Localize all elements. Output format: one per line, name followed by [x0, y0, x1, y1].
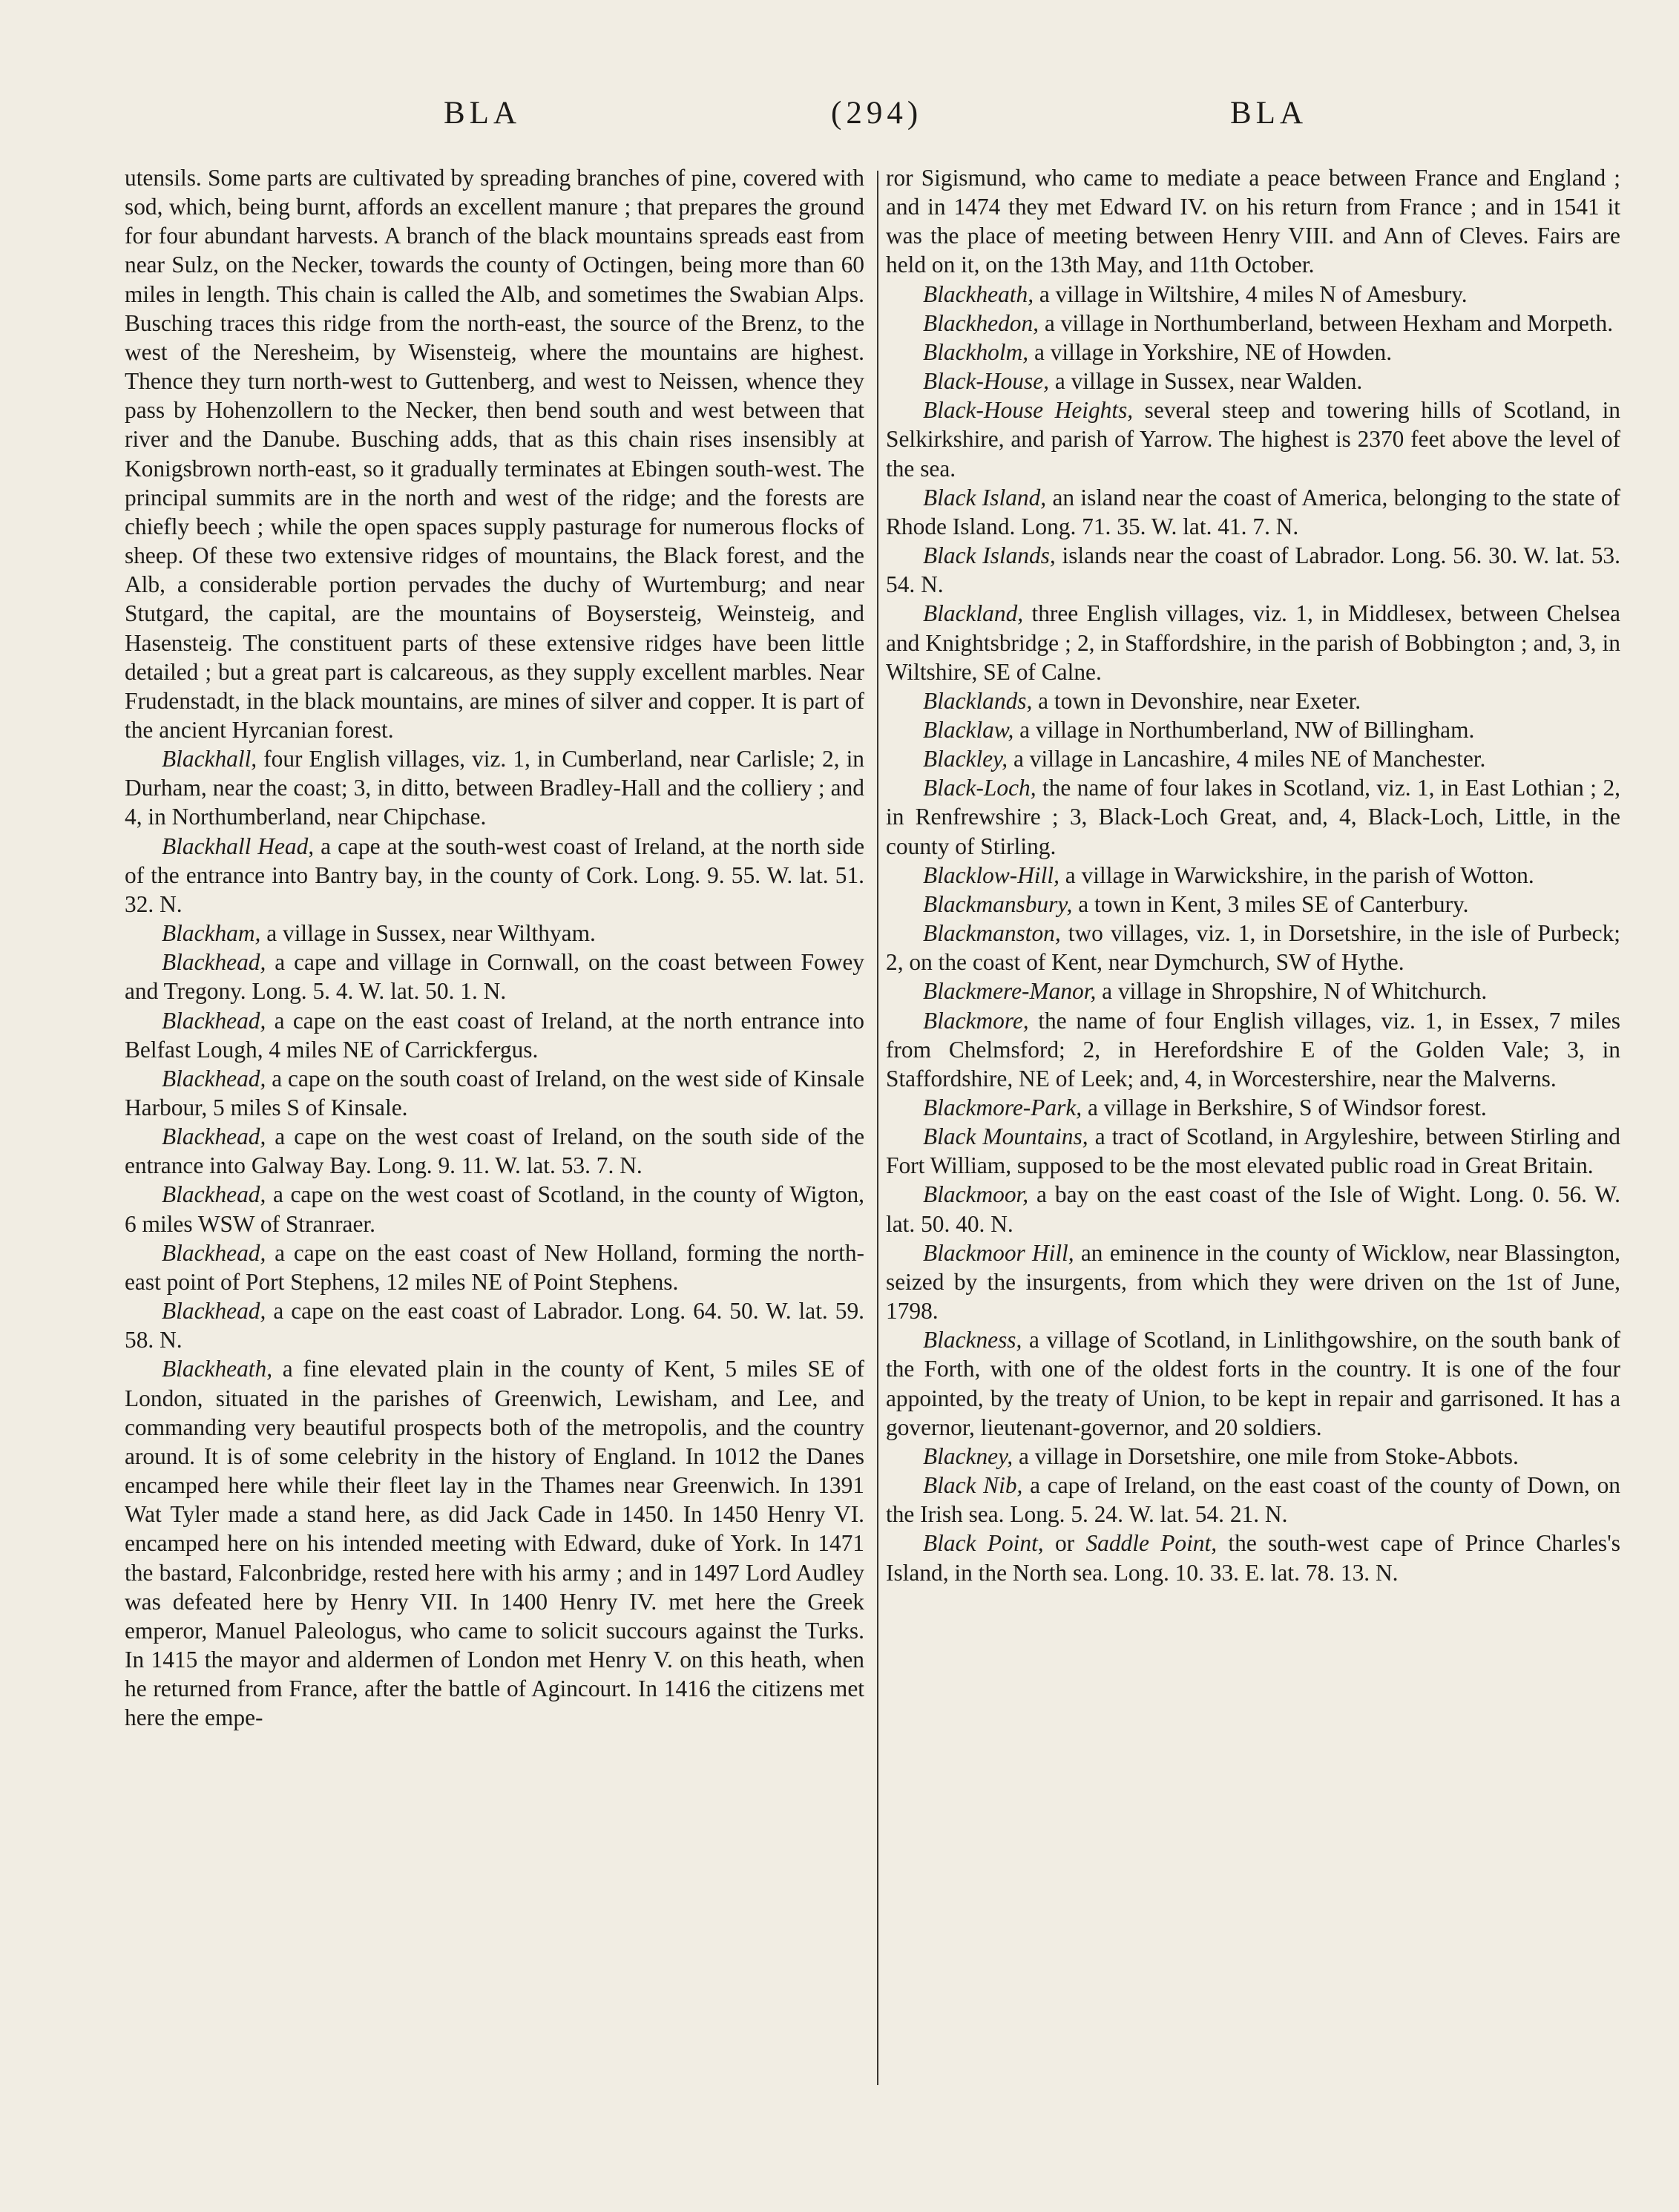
dictionary-entry	[886, 541, 1620, 599]
dictionary-entry	[125, 1296, 864, 1354]
dictionary-entry	[886, 861, 1620, 890]
dictionary-entry	[886, 396, 1620, 482]
entry-term: Blackmere-Manor,	[923, 978, 1097, 1005]
left-column	[125, 163, 864, 1732]
entry-text: two villages, viz. 1, in Dorsetshire, in the isle of Purbeck; 2, on the coast of Kent, near Dymchurch, SW of Hythe.	[886, 920, 1620, 976]
entry-term: Blackheath,	[162, 1356, 273, 1382]
entry-text: utensils. Some parts are cultivated by spreading branches of pine, covered with sod, which, being burnt, affords an excellent manure ; that prepares the ground for four abundant harvests. A branch of the black mountains spreads east from near Sulz, on the Necker, towards the county of Octingen, being more than 60 miles in length. This chain is called the Alb, and sometimes the Swabian Alps. Busching traces this ridge from the north-east, the source of the Brenz, to the west of the Neresheim, by Wisensteig, where the mountains are highest. Thence they turn north-west to Guttenberg, and west to Neissen, whence they pass by Hohenzollern to the Necker, then bend south and west between that river and the Danube. Busching adds, that as this chain rises insensibly at Konigsbrown north-east, so it gradually terminates at Ebingen south-west. The principal summits are in the north and west of the ridge; and the forests are chiefly beech ; while the open spaces supply pasturage for numerous flocks of sheep. Of these two extensive ridges of mountains, the Black forest, and the Alb, a considerable portion pervades the duchy of Wurtemburg; and near Stutgard, the capital, are the mountains of Boysersteig, Weinsteig, and Hasensteig. The constituent parts of these extensive ridges have been little detailed ; but a great part is calcareous, as they supply excellent marbles. Near Frudenstadt, in the black mountains, are mines of silver and copper. It is part of the ancient Hyrcanian forest.	[125, 165, 864, 743]
entry-term: Blackhead,	[162, 1123, 266, 1150]
entry-term: Blackmoor Hill,	[923, 1239, 1074, 1266]
entry-text: a fine elevated plain in the county of Kent, 5 miles SE of London, situated in the parishes of Greenwich, Lewisham, and Lee, and commanding very beautiful prospects both of the metropolis, and the country around. It is of some celebrity in the history of England. In 1012 the Danes encamped here while their fleet lay in the Thames near Greenwich. In 1391 Wat Tyler made a stand here, as did Jack Cade in 1450. In 1450 Henry VI. encamped here on his intended meeting with Edward, duke of York. In 1471 the bastard, Falconbridge, rested here with his army ; and in 1497 Lord Audley was defeated here by Henry VII. In 1400 Henry IV. met here the Greek emperor, Manuel Paleologus, who came to solicit succours against the Turks. In 1415 the mayor and aldermen of London met Henry V. on this heath, when he returned from France, after the battle of Agincourt. In 1416 the citizens met here the empe-	[125, 1356, 864, 1731]
dictionary-entry	[886, 1122, 1620, 1180]
entry-term: Blackholm,	[923, 338, 1029, 365]
entry-term: Blackhead,	[162, 1181, 266, 1208]
dictionary-entry	[886, 1238, 1620, 1325]
entry-text: a tract of Scotland, in Argyleshire, between Stirling and Fort William, supposed to be the most elevated public road in Great Britain.	[886, 1123, 1620, 1179]
entry-text: a village in Dorsetshire, one mile from Stoke-Abbots.	[1013, 1443, 1519, 1469]
entry-text: a cape on the south coast of Ireland, on the west side of Kinsale Harbour, 5 miles S of Kinsale.	[125, 1065, 864, 1120]
dictionary-entry	[886, 1442, 1620, 1471]
page-number: (294)	[831, 96, 923, 131]
entry-term: Blackhall Head,	[162, 833, 315, 859]
entry-text: a village in Sussex, near Walden.	[1048, 368, 1363, 395]
dictionary-entry	[125, 1180, 864, 1238]
entry-term: Black-Loch,	[923, 775, 1036, 801]
entry-text: a cape at the south-west coast of Ireland, at the north side of the entrance into Bantry bay, in the county of Cork. Long. 9. 55. W. lat. 51. 32. N.	[125, 833, 864, 917]
entry-term: Blackhall,	[162, 746, 257, 772]
entry-text: a village in Yorkshire, NE of Howden.	[1028, 338, 1393, 365]
dictionary-entry	[886, 163, 1620, 280]
dictionary-entry	[886, 919, 1620, 977]
entry-term: Blackmanston,	[923, 920, 1061, 947]
header-right-word: BLA	[1230, 96, 1307, 131]
entry-term: Blackmansbury,	[923, 890, 1073, 917]
entry-term: Blackness,	[923, 1327, 1022, 1353]
entry-text: a village in Sussex, near Wilthyam.	[260, 920, 596, 947]
entry-term: Black Islands,	[923, 542, 1056, 569]
dictionary-entry	[886, 744, 1620, 773]
right-column	[886, 163, 1620, 1587]
entry-term: Blackhead,	[162, 1239, 266, 1266]
entry-text: islands near the coast of Labrador. Long. 56. 30. W. lat. 53. 54. N.	[886, 542, 1620, 598]
entry-term: Blackhead,	[162, 1298, 266, 1325]
entry-term: Blackland,	[923, 600, 1024, 627]
entry-text: a cape on the east coast of Labrador. Long. 64. 50. W. lat. 59. 58. N.	[125, 1298, 864, 1353]
dictionary-entry	[125, 163, 864, 744]
dictionary-entry	[886, 890, 1620, 919]
dictionary-entry	[125, 1064, 864, 1122]
entry-term: Black-House Heights,	[923, 397, 1134, 424]
entry-term: Black Mountains,	[923, 1123, 1088, 1150]
entry-text: a village in Wiltshire, 4 miles N of Amesbury.	[1034, 280, 1468, 307]
dictionary-entry	[886, 338, 1620, 367]
entry-term: Black Nib,	[923, 1472, 1023, 1499]
dictionary-entry	[886, 280, 1620, 309]
entry-term: Blackmore-Park,	[923, 1094, 1082, 1120]
entry-term: Blackney,	[923, 1443, 1013, 1469]
entry-text: a cape and village in Cornwall, on the coast between Fowey and Tregony. Long. 5. 4. W. lat. 50. 1. N.	[125, 949, 864, 1005]
entry-text: the south-west cape of Prince Charles's Island, in the North sea. Long. 10. 33. E. lat. 78. 13. N.	[886, 1530, 1620, 1586]
dictionary-entry	[886, 686, 1620, 715]
dictionary-entry	[886, 1093, 1620, 1122]
dictionary-entry	[125, 1238, 864, 1296]
column-divider	[877, 171, 878, 2085]
entry-text: a cape of Ireland, on the east coast of the county of Down, on the Irish sea. Long. 5. 24. W. lat. 54. 21. N.	[886, 1472, 1620, 1528]
dictionary-entry	[125, 1122, 864, 1180]
entry-term: Blackmore,	[923, 1007, 1029, 1034]
entry-text: three English villages, viz. 1, in Middlesex, between Chelsea and Knightsbridge ; 2, in Staffordshire, in the parish of Bobbington ; and, 3, in Wiltshire, SE of Calne.	[886, 600, 1620, 685]
entry-text: four English villages, viz. 1, in Cumberland, near Carlisle; 2, in Durham, near the coast; 3, in ditto, between Bradley-Hall and the colliery ; and 4, in Northumberland, near Chipchase.	[125, 746, 864, 830]
entry-text: a cape on the east coast of New Holland, forming the north-east point of Port Stephens, 12 miles NE of Point Stephens.	[125, 1239, 864, 1295]
dictionary-entry	[886, 367, 1620, 396]
entry-term: Blackheath,	[923, 280, 1034, 307]
entry-text: a bay on the east coast of the Isle of Wight. Long. 0. 56. W. lat. 50. 40. N.	[886, 1181, 1620, 1237]
entry-text: a village in Warwickshire, in the parish of Wotton.	[1059, 862, 1534, 888]
dictionary-entry	[886, 773, 1620, 860]
entry-term: Blackhead,	[162, 1007, 266, 1034]
entry-term: Blackhead,	[162, 949, 266, 976]
entry-text: a town in Devonshire, near Exeter.	[1032, 687, 1361, 714]
entry-text: a village in Northumberland, between Hexham and Morpeth.	[1039, 309, 1614, 336]
entry-text: or	[1043, 1530, 1086, 1557]
dictionary-entry	[886, 715, 1620, 744]
entry-text: a village in Northumberland, NW of Billingham.	[1013, 716, 1475, 743]
entry-text: a cape on the east coast of Ireland, at the north entrance into Belfast Lough, 4 miles NE of Carrickfergus.	[125, 1007, 864, 1063]
dictionary-entry	[886, 1529, 1620, 1586]
dictionary-entry	[125, 744, 864, 831]
dictionary-entry	[886, 977, 1620, 1005]
dictionary-entry	[886, 1325, 1620, 1442]
dictionary-entry	[125, 919, 864, 948]
entry-text: an eminence in the county of Wicklow, near Blassington, seized by the insurgents, from which they were driven on the 1st of June, 1798.	[886, 1239, 1620, 1325]
entry-term: Blackley,	[923, 746, 1008, 772]
dictionary-entry	[886, 1180, 1620, 1238]
entry-term: Blackhead,	[162, 1065, 266, 1092]
dictionary-entry	[886, 599, 1620, 686]
entry-term: Black Island,	[923, 484, 1047, 511]
dictionary-entry	[886, 309, 1620, 338]
dictionary-entry	[125, 948, 864, 1005]
entry-term: Black Point,	[923, 1530, 1044, 1557]
entry-term: Blacklands,	[923, 687, 1033, 714]
entry-text: a town in Kent, 3 miles SE of Canterbury.	[1072, 890, 1469, 917]
entry-text: a village of Scotland, in Linlithgowshire, on the south bank of the Forth, with one of the oldest forts in the country. It is one of the four appointed, by the treaty of Union, to be kept in repair and garrisoned. It has a governor, lieutenant-governor, and 20 soldiers.	[886, 1327, 1620, 1440]
entry-text: a cape on the west coast of Ireland, on the south side of the entrance into Galway Bay. Long. 9. 11. W. lat. 53. 7. N.	[125, 1123, 864, 1179]
entry-term: Black-House,	[923, 368, 1049, 395]
dictionary-entry	[125, 832, 864, 919]
entry-text: the name of four English villages, viz. 1, in Essex, 7 miles from Chelmsford; 2, in Herefordshire E of the Golden Vale; 3, in Staffordshire, NE of Leek; and, 4, in Worcestershire, near the Malverns.	[886, 1007, 1620, 1092]
entry-term: Blackmoor,	[923, 1181, 1029, 1208]
entry-text: a village in Shropshire, N of Whitchurch.	[1096, 978, 1488, 1005]
entry-term: Blacklaw,	[923, 716, 1014, 743]
entry-term: Saddle Point,	[1085, 1530, 1218, 1557]
dictionary-entry	[886, 1006, 1620, 1093]
entry-text: an island near the coast of America, belonging to the state of Rhode Island. Long. 71. 35. W. lat. 41. 7. N.	[886, 484, 1620, 539]
entry-text: ror Sigismund, who came to mediate a peace between France and England ; and in 1474 they met Edward IV. on his return from France ; and in 1541 it was the place of meeting between Henry VIII. and Ann of Cleves. Fairs are held on it, on the 13th May, and 11th October.	[886, 165, 1620, 278]
dictionary-entry	[125, 1006, 864, 1064]
entry-text: several steep and towering hills of Scotland, in Selkirkshire, and parish of Yarrow. The highest is 2370 feet above the level of the sea.	[886, 397, 1620, 482]
entry-text: a cape on the west coast of Scotland, in the county of Wigton, 6 miles WSW of Stranraer.	[125, 1181, 864, 1237]
entry-text: a village in Berkshire, S of Windsor forest.	[1082, 1094, 1487, 1120]
dictionary-entry	[125, 1354, 864, 1732]
entry-term: Blackham,	[162, 920, 261, 947]
header-left-word: BLA	[444, 96, 521, 131]
entry-text: a village in Lancashire, 4 miles NE of Manchester.	[1008, 746, 1486, 772]
entry-text: the name of four lakes in Scotland, viz. 1, in East Lothian ; 2, in Renfrewshire ; 3, Black-Loch Great, and, 4, Black-Loch, Little, in the county of Stirling.	[886, 775, 1620, 859]
dictionary-entry	[886, 483, 1620, 541]
entry-term: Blackhedon,	[923, 309, 1039, 336]
page-header	[0, 95, 1679, 140]
entry-term: Blacklow-Hill,	[923, 862, 1059, 888]
dictionary-entry	[886, 1471, 1620, 1529]
